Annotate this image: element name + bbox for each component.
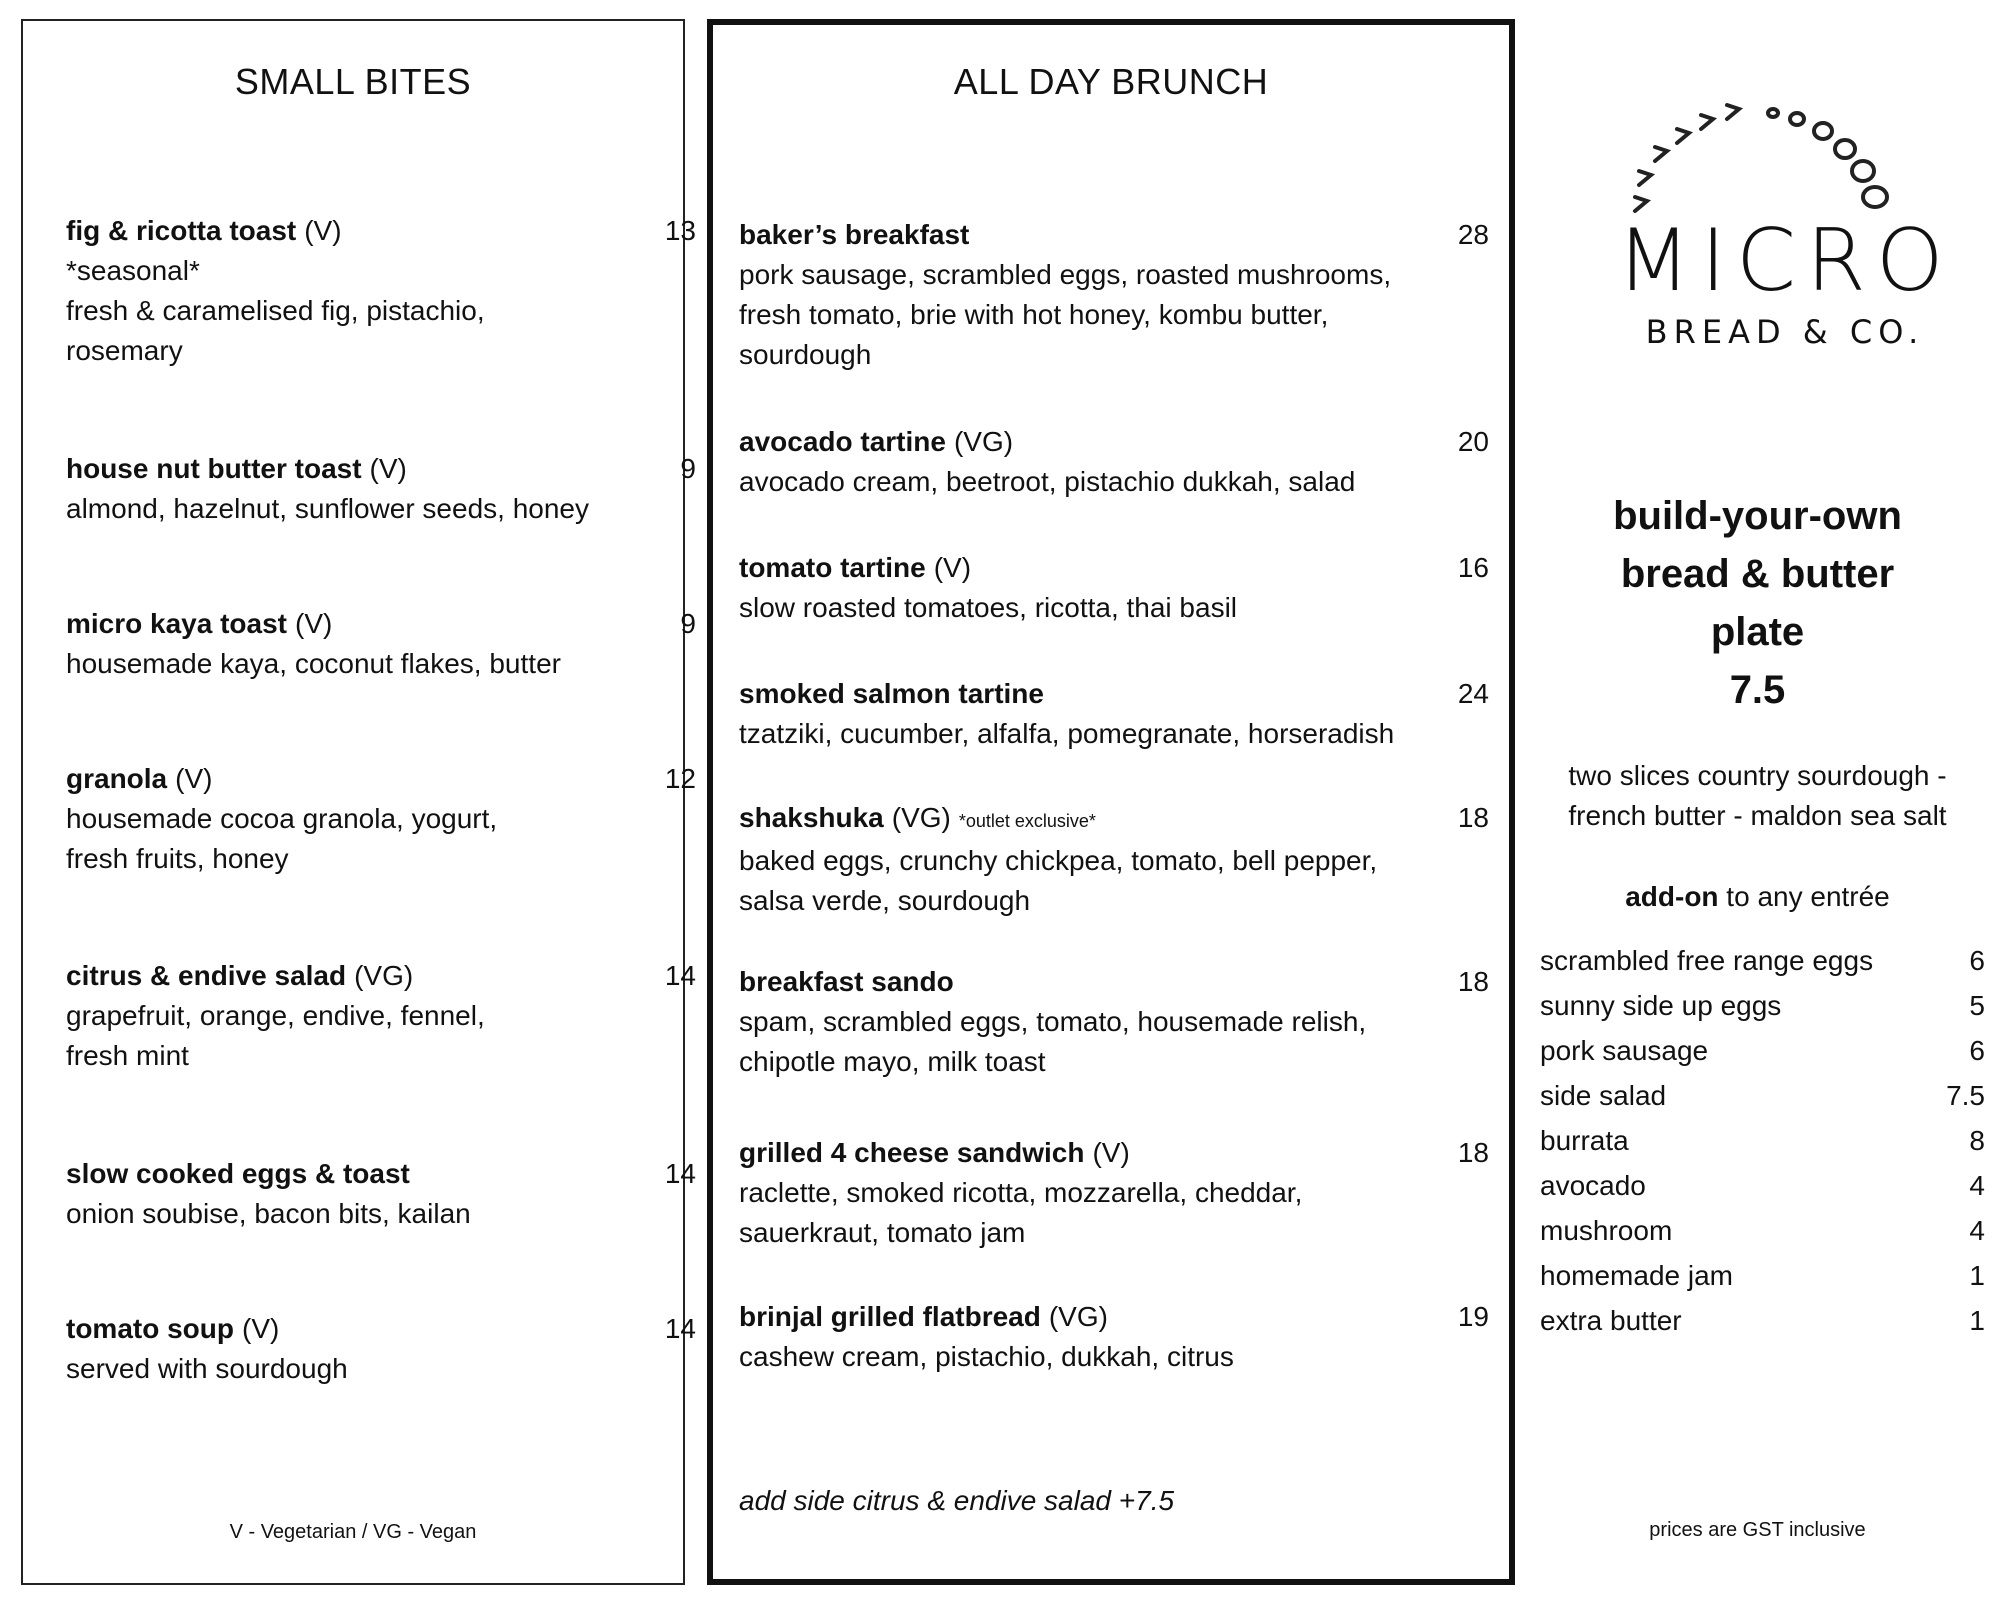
small-bites-panel	[21, 19, 696, 1585]
all-day-brunch-panel	[707, 19, 1515, 1585]
menu-item-title	[739, 798, 1377, 841]
addon-row	[1540, 1256, 1985, 1301]
addon-row	[1540, 1166, 1985, 1211]
menu-item-name: granola	[66, 763, 168, 794]
menu-item-title	[739, 962, 1366, 1002]
addon-row	[1540, 1301, 1985, 1346]
addon-price: 6	[1969, 945, 1985, 976]
addon-name: avocado	[1540, 1170, 1646, 1201]
menu-item-description: spam, scrambled eggs, tomato, housemade relish,	[739, 1006, 1367, 1037]
menu-item-title	[739, 548, 1237, 588]
menu-item	[66, 211, 696, 371]
menu-item-description: *seasonal*	[66, 255, 200, 286]
menu-item-title	[66, 1154, 471, 1194]
addon-price: 8	[1969, 1125, 1985, 1156]
menu-item	[739, 215, 1489, 375]
menu-item-description: fresh fruits, honey	[66, 843, 289, 874]
side-salad-note: add side citrus & endive salad +7.5	[739, 1485, 1175, 1516]
diet-tag: (V)	[295, 608, 333, 639]
menu-item-description: almond, hazelnut, sunflower seeds, honey	[66, 493, 589, 524]
menu-item	[739, 798, 1489, 921]
menu-item-price: 19	[1457, 1301, 1489, 1332]
addon-row	[1540, 1031, 1985, 1076]
menu-item-name: breakfast sando	[739, 966, 954, 997]
addon-name: scrambled free range eggs	[1540, 945, 1874, 976]
gst-note: prices are GST inclusive	[1649, 1519, 1866, 1541]
addon-name: side salad	[1540, 1080, 1667, 1111]
addon-row	[1540, 1076, 1985, 1121]
menu-item	[739, 548, 1489, 628]
addon-list	[1540, 941, 1985, 1346]
bread-butter-title-line: plate	[1710, 610, 1805, 654]
menu-item-description: chipotle mayo, milk toast	[739, 1046, 1046, 1077]
addon-heading-rest: to any entrée	[1718, 881, 1890, 912]
menu-item-price: 20	[1457, 426, 1489, 457]
menu-item-title	[66, 211, 485, 251]
menu-item-price: 14	[664, 1313, 696, 1344]
menu-item	[739, 1133, 1489, 1253]
menu-item-price: 13	[664, 215, 696, 246]
bread-butter-description	[1515, 756, 2000, 836]
menu-item-price: 24	[1457, 678, 1489, 709]
addon-price: 6	[1969, 1035, 1985, 1066]
small-bites-title: SMALL BITES	[234, 61, 472, 102]
menu-item-description: housemade kaya, coconut flakes, butter	[66, 648, 561, 679]
brand-tagline: BREAD & CO.	[1645, 313, 1925, 351]
menu-item-price: 14	[664, 960, 696, 991]
menu-item-title	[739, 1133, 1302, 1173]
menu-item-description: rosemary	[66, 335, 183, 366]
bread-butter-desc-line: french butter - maldon sea salt	[1568, 800, 1947, 831]
menu-item-name: smoked salmon tartine	[739, 678, 1044, 709]
menu-item-description: fresh & caramelised fig, pistachio,	[66, 295, 485, 326]
right-panel	[1515, 19, 2000, 1585]
menu-item-title	[66, 449, 589, 489]
diet-tag: (VG)	[953, 426, 1014, 457]
addon-price: 1	[1969, 1305, 1985, 1336]
menu-item-description: salsa verde, sourdough	[739, 885, 1031, 916]
menu-item-name: baker’s breakfast	[739, 219, 970, 250]
menu-item-description: pork sausage, scrambled eggs, roasted mushrooms,	[739, 259, 1392, 290]
menu-item-price: 9	[680, 608, 696, 639]
menu-item-description: tzatziki, cucumber, alfalfa, pomegranate, horseradish	[739, 718, 1395, 749]
all-day-brunch-title: ALL DAY BRUNCH	[953, 61, 1269, 102]
diet-tag: (V)	[242, 1313, 280, 1344]
addon-heading	[1515, 881, 2000, 913]
menu-item-title	[66, 604, 561, 644]
diet-tag: (VG)	[1048, 1301, 1108, 1332]
menu-item-name: tomato soup	[66, 1313, 234, 1344]
addon-row	[1540, 941, 1985, 986]
addon-price: 4	[1969, 1215, 1985, 1246]
menu-item	[66, 1309, 696, 1389]
menu-item-name: grilled 4 cheese sandwich	[739, 1137, 1085, 1168]
wheat-arc-icon	[1605, 99, 1965, 219]
menu-item	[739, 1297, 1489, 1377]
menu-item-description: sourdough	[739, 339, 872, 370]
menu-item-description: sauerkraut, tomato jam	[739, 1217, 1026, 1248]
addon-name: homemade jam	[1540, 1260, 1733, 1291]
menu-item-title	[66, 956, 485, 996]
menu-item-description: grapefruit, orange, endive, fennel,	[66, 1000, 485, 1031]
menu-item-price: 18	[1457, 1137, 1489, 1168]
bread-butter-title-line: build-your-own	[1613, 494, 1902, 538]
menu-item-name: fig & ricotta toast	[66, 215, 297, 246]
menu-item-price: 18	[1457, 966, 1489, 997]
micro-bread-logo	[1605, 99, 1965, 369]
menu-item-price: 12	[664, 763, 696, 794]
diet-legend: V - Vegetarian / VG - Vegan	[229, 1521, 477, 1543]
menu-item-title	[739, 215, 1391, 255]
exclusive-note: *outlet exclusive*	[958, 811, 1096, 831]
addon-price: 4	[1969, 1170, 1985, 1201]
diet-tag: (V)	[369, 453, 407, 484]
brand-name: MICRO	[1616, 211, 1954, 311]
diet-tag: (VG)	[354, 960, 414, 991]
menu-item-description: raclette, smoked ricotta, mozzarella, cheddar,	[739, 1177, 1303, 1208]
menu-item-description: served with sourdough	[66, 1353, 348, 1384]
menu-item-name: slow cooked eggs & toast	[66, 1158, 410, 1189]
diet-tag: (V)	[933, 552, 972, 583]
menu-item	[66, 1154, 696, 1234]
addon-name: sunny side up eggs	[1540, 990, 1782, 1021]
menu-item-title	[66, 759, 497, 799]
menu-item-title	[739, 674, 1394, 714]
addon-heading-bold: add-on	[1625, 881, 1719, 912]
addon-name: burrata	[1540, 1125, 1629, 1156]
menu-item	[66, 449, 696, 529]
menu-item-description: slow roasted tomatoes, ricotta, thai basil	[739, 592, 1238, 623]
menu-item-price: 18	[1457, 802, 1489, 833]
menu-item-price: 28	[1457, 219, 1489, 250]
menu-item-price: 16	[1457, 552, 1489, 583]
bread-butter-price: 7.5	[1729, 668, 1786, 712]
menu-item-price: 14	[664, 1158, 696, 1189]
menu-item-name: micro kaya toast	[66, 608, 287, 639]
menu-item	[66, 956, 696, 1076]
addon-row	[1540, 986, 1985, 1031]
menu-item-description: fresh mint	[66, 1040, 189, 1071]
bread-butter-title-line: bread & butter	[1620, 552, 1895, 596]
menu-item	[66, 604, 696, 684]
menu-item-description: cashew cream, pistachio, dukkah, citrus	[739, 1341, 1234, 1372]
menu-item-title	[739, 422, 1355, 462]
menu-item-price: 9	[680, 453, 696, 484]
menu-item-name: shakshuka	[739, 802, 884, 833]
menu-item	[66, 759, 696, 879]
menu-item-name: house nut butter toast	[66, 453, 362, 484]
addon-name: pork sausage	[1540, 1035, 1709, 1066]
diet-tag: (V)	[1092, 1137, 1130, 1168]
menu-item-title	[739, 1297, 1234, 1337]
diet-tag: (V)	[304, 215, 342, 246]
menu-item	[739, 674, 1489, 754]
addon-name: extra butter	[1540, 1305, 1682, 1336]
bread-butter-heading	[1515, 487, 2000, 719]
addon-price: 5	[1969, 990, 1985, 1021]
menu-item-name: citrus & endive salad	[66, 960, 347, 991]
menu-item	[739, 422, 1489, 502]
menu-item-name: avocado tartine	[739, 426, 946, 457]
menu-item-description: baked eggs, crunchy chickpea, tomato, bell pepper,	[739, 845, 1378, 876]
menu-item-name: brinjal grilled flatbread	[739, 1301, 1041, 1332]
addon-name: mushroom	[1540, 1215, 1673, 1246]
menu-item-description: avocado cream, beetroot, pistachio dukkah, salad	[739, 466, 1356, 497]
menu-item-name: tomato tartine	[739, 552, 926, 583]
menu-item	[739, 962, 1489, 1082]
addon-row	[1540, 1121, 1985, 1166]
addon-price: 1	[1969, 1260, 1985, 1291]
menu-item-description: housemade cocoa granola, yogurt,	[66, 803, 498, 834]
menu-item-description: fresh tomato, brie with hot honey, kombu butter,	[739, 299, 1329, 330]
bread-butter-desc-line: two slices country sourdough -	[1568, 760, 1947, 791]
menu-item-description: onion soubise, bacon bits, kailan	[66, 1198, 471, 1229]
addon-price: 7.5	[1946, 1080, 1985, 1111]
addon-row	[1540, 1211, 1985, 1256]
diet-tag: (VG)	[891, 802, 951, 833]
diet-tag: (V)	[175, 763, 213, 794]
menu-item-title	[66, 1309, 348, 1349]
